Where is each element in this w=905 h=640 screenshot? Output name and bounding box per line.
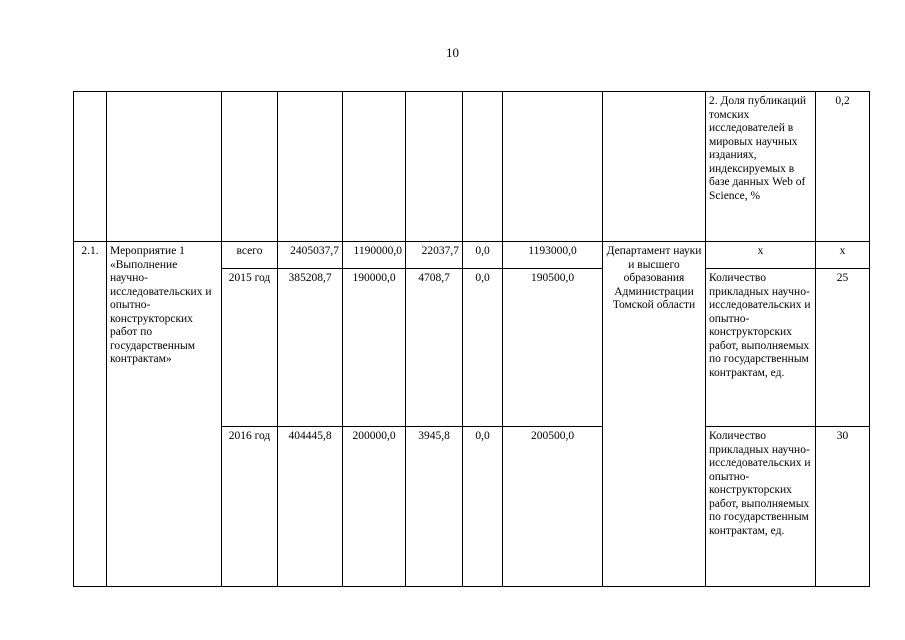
cell-indicator-value: 0,2	[816, 92, 870, 242]
cell-v2: 200000,0	[343, 427, 406, 587]
cell-indicator: Количество прикладных научно-исследовательских и опытно-конструкторских работ, выполняемых по государственным контрактам, ед.	[706, 269, 816, 427]
cell-period: 2015 год	[222, 269, 278, 427]
cell-v4	[463, 92, 503, 242]
cell-period: 2016 год	[222, 427, 278, 587]
cell-name	[107, 92, 222, 242]
cell-name: Мероприятие 1 «Выполнение научно-исследовательских и опытно-конструкторских работ по государственным контрактам»	[107, 242, 222, 587]
cell-executor: Департамент науки и высшего образования Администрации Томской области	[603, 242, 706, 587]
cell-v5: 200500,0	[503, 427, 603, 587]
page-number: 10	[446, 45, 459, 60]
cell-v2	[343, 92, 406, 242]
cell-indicator: х	[706, 242, 816, 269]
cell-period: всего	[222, 242, 278, 269]
cell-v4: 0,0	[463, 269, 503, 427]
cell-period	[222, 92, 278, 242]
cell-indicator: Количество прикладных научно-исследовательских и опытно-конструкторских работ, выполняемых по государственным контрактам, ед.	[706, 427, 816, 587]
program-table	[73, 91, 870, 587]
cell-v4: 0,0	[463, 242, 503, 269]
cell-executor	[603, 92, 706, 242]
cell-indicator-value: 25	[816, 269, 870, 427]
cell-v5	[503, 92, 603, 242]
cell-indicator: 2. Доля публикаций томских исследователей в мировых научных изданиях, индексируемых в базе данных Web of Science, %	[706, 92, 816, 242]
cell-v5: 190500,0	[503, 269, 603, 427]
cell-v1: 385208,7	[278, 269, 343, 427]
cell-v2: 190000,0	[343, 269, 406, 427]
cell-v1: 2405037,7	[278, 242, 343, 269]
table-row	[74, 242, 870, 269]
cell-v5: 1193000,0	[503, 242, 603, 269]
cell-v4: 0,0	[463, 427, 503, 587]
cell-v3: 3945,8	[406, 427, 463, 587]
cell-v3: 4708,7	[406, 269, 463, 427]
cell-v3	[406, 92, 463, 242]
cell-v2: 1190000,0	[343, 242, 406, 269]
table-row	[74, 92, 870, 242]
cell-v3: 22037,7	[406, 242, 463, 269]
cell-indicator-value: 30	[816, 427, 870, 587]
cell-number: 2.1.	[74, 242, 107, 587]
cell-number	[74, 92, 107, 242]
cell-indicator-value: х	[816, 242, 870, 269]
cell-v1: 404445,8	[278, 427, 343, 587]
cell-v1	[278, 92, 343, 242]
